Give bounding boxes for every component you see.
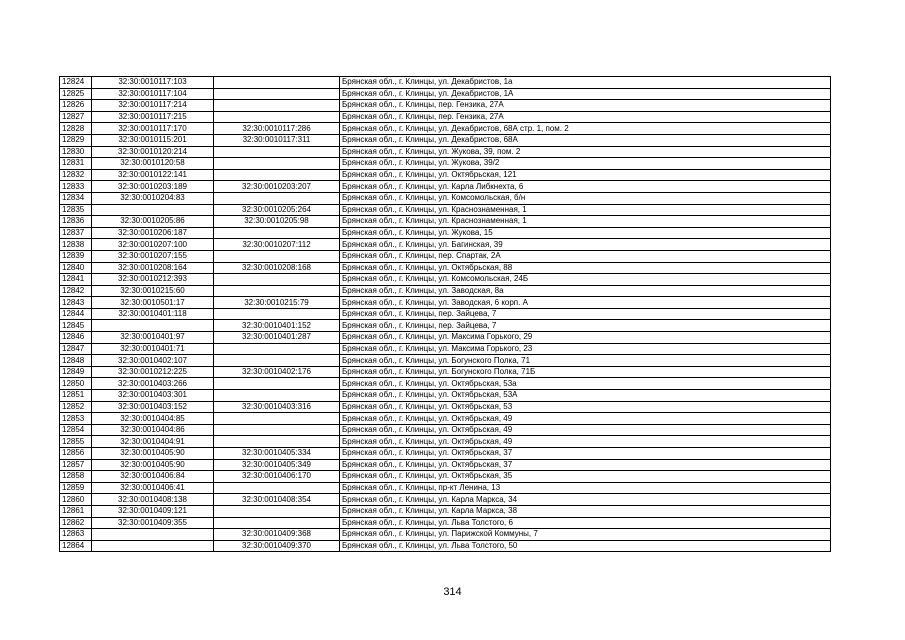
table-row	[60, 308, 831, 320]
address-cell: Брянская обл., г. Клинцы, ул. Парижской Коммуны, 7	[340, 529, 831, 541]
record-number-cell: 12853	[60, 413, 92, 425]
table-row	[60, 192, 831, 204]
table-row	[60, 77, 831, 89]
record-number-cell: 12824	[60, 77, 92, 89]
table-row	[60, 343, 831, 355]
address-cell: Брянская обл., г. Клинцы, ул. Октябрьская, 53а	[340, 378, 831, 390]
related-cadastral-number-cell	[214, 227, 340, 239]
table-row	[60, 146, 831, 158]
related-cadastral-number-cell	[214, 436, 340, 448]
cadastral-number-cell: 32:30:0010401:71	[92, 343, 214, 355]
record-number-cell: 12832	[60, 169, 92, 181]
record-number-cell: 12846	[60, 332, 92, 344]
related-cadastral-number-cell: 32:30:0010403:316	[214, 401, 340, 413]
related-cadastral-number-cell	[214, 285, 340, 297]
related-cadastral-number-cell	[214, 390, 340, 402]
address-cell: Брянская обл., г. Клинцы, ул. Богунского Полка, 71Б	[340, 366, 831, 378]
related-cadastral-number-cell	[214, 378, 340, 390]
related-cadastral-number-cell: 32:30:0010401:287	[214, 332, 340, 344]
address-cell: Брянская обл., г. Клинцы, ул. Октябрьская, 53А	[340, 390, 831, 402]
cadastral-number-cell: 32:30:0010117:214	[92, 100, 214, 112]
record-number-cell: 12827	[60, 111, 92, 123]
table-row	[60, 262, 831, 274]
record-number-cell: 12826	[60, 100, 92, 112]
cadastral-number-cell: 32:30:0010409:355	[92, 517, 214, 529]
table-row	[60, 540, 831, 552]
address-cell: Брянская обл., г. Клинцы, ул. Декабристов, 68А	[340, 134, 831, 146]
address-cell: Брянская обл., г. Клинцы, ул. Максима Горького, 23	[340, 343, 831, 355]
related-cadastral-number-cell: 32:30:0010406:170	[214, 471, 340, 483]
cadastral-number-cell: 32:30:0010205:86	[92, 216, 214, 228]
related-cadastral-number-cell	[214, 88, 340, 100]
related-cadastral-number-cell: 32:30:0010203:207	[214, 181, 340, 193]
cadastral-number-cell: 32:30:0010403:301	[92, 390, 214, 402]
record-number-cell: 12852	[60, 401, 92, 413]
related-cadastral-number-cell	[214, 192, 340, 204]
cadastral-number-cell	[92, 204, 214, 216]
record-number-cell: 12834	[60, 192, 92, 204]
related-cadastral-number-cell: 32:30:0010409:368	[214, 529, 340, 541]
registry-table	[59, 76, 831, 552]
table-row	[60, 285, 831, 297]
address-cell: Брянская обл., г. Клинцы, ул. Комсомольская, б/н	[340, 192, 831, 204]
cadastral-number-cell: 32:30:0010203:189	[92, 181, 214, 193]
cadastral-number-cell: 32:30:0010406:84	[92, 471, 214, 483]
table-row	[60, 332, 831, 344]
record-number-cell: 12838	[60, 239, 92, 251]
address-cell: Брянская обл., г. Клинцы, пер. Гензика, 27А	[340, 100, 831, 112]
address-cell: Брянская обл., г. Клинцы, ул. Карла Маркса, 38	[340, 505, 831, 517]
table-row	[60, 181, 831, 193]
related-cadastral-number-cell: 32:30:0010402:176	[214, 366, 340, 378]
cadastral-number-cell: 32:30:0010404:86	[92, 424, 214, 436]
cadastral-number-cell: 32:30:0010401:97	[92, 332, 214, 344]
address-cell: Брянская обл., г. Клинцы, ул. Жукова, 39, пом. 2	[340, 146, 831, 158]
record-number-cell: 12847	[60, 343, 92, 355]
cadastral-number-cell: 32:30:0010405:90	[92, 448, 214, 460]
table-row	[60, 274, 831, 286]
record-number-cell: 12829	[60, 134, 92, 146]
table-row	[60, 413, 831, 425]
related-cadastral-number-cell	[214, 250, 340, 262]
cadastral-number-cell: 32:30:0010406:41	[92, 482, 214, 494]
cadastral-number-cell: 32:30:0010117:103	[92, 77, 214, 89]
cadastral-number-cell	[92, 540, 214, 552]
cadastral-number-cell: 32:30:0010404:91	[92, 436, 214, 448]
address-cell: Брянская обл., г. Клинцы, ул. Жукова, 15	[340, 227, 831, 239]
record-number-cell: 12856	[60, 448, 92, 460]
table-row	[60, 88, 831, 100]
related-cadastral-number-cell	[214, 505, 340, 517]
record-number-cell: 12825	[60, 88, 92, 100]
address-cell: Брянская обл., г. Клинцы, ул. Заводская, 8а	[340, 285, 831, 297]
table-row	[60, 436, 831, 448]
related-cadastral-number-cell	[214, 308, 340, 320]
address-cell: Брянская обл., г. Клинцы, ул. Карла Либкнехта, 6	[340, 181, 831, 193]
table-row	[60, 390, 831, 402]
table-row	[60, 239, 831, 251]
record-number-cell: 12840	[60, 262, 92, 274]
cadastral-number-cell: 32:30:0010120:214	[92, 146, 214, 158]
address-cell: Брянская обл., г. Клинцы, ул. Заводская, 6 корп. А	[340, 297, 831, 309]
related-cadastral-number-cell	[214, 158, 340, 170]
address-cell: Брянская обл., г. Клинцы, ул. Декабристов, 1а	[340, 77, 831, 89]
cadastral-number-cell: 32:30:0010403:266	[92, 378, 214, 390]
table-row	[60, 204, 831, 216]
registry-table-body	[60, 77, 831, 552]
related-cadastral-number-cell: 32:30:0010405:349	[214, 459, 340, 471]
address-cell: Брянская обл., г. Клинцы, ул. Октябрьская, 53	[340, 401, 831, 413]
table-row	[60, 158, 831, 170]
record-number-cell: 12828	[60, 123, 92, 135]
address-cell: Брянская обл., г. Клинцы, пер. Гензика, 27А	[340, 111, 831, 123]
table-row	[60, 250, 831, 262]
address-cell: Брянская обл., г. Клинцы, ул. Льва Толстого, 6	[340, 517, 831, 529]
cadastral-number-cell: 32:30:0010204:83	[92, 192, 214, 204]
related-cadastral-number-cell	[214, 146, 340, 158]
record-number-cell: 12855	[60, 436, 92, 448]
cadastral-number-cell: 32:30:0010402:107	[92, 355, 214, 367]
related-cadastral-number-cell	[214, 111, 340, 123]
address-cell: Брянская обл., г. Клинцы, пер. Зайцева, 7	[340, 320, 831, 332]
address-cell: Брянская обл., г. Клинцы, ул. Льва Толстого, 50	[340, 540, 831, 552]
address-cell: Брянская обл., г. Клинцы, ул. Карла Маркса, 34	[340, 494, 831, 506]
record-number-cell: 12831	[60, 158, 92, 170]
related-cadastral-number-cell	[214, 100, 340, 112]
related-cadastral-number-cell: 32:30:0010409:370	[214, 540, 340, 552]
cadastral-number-cell: 32:30:0010117:215	[92, 111, 214, 123]
record-number-cell: 12835	[60, 204, 92, 216]
record-number-cell: 12862	[60, 517, 92, 529]
cadastral-number-cell: 32:30:0010122:141	[92, 169, 214, 181]
cadastral-number-cell: 32:30:0010501:17	[92, 297, 214, 309]
record-number-cell: 12861	[60, 505, 92, 517]
table-row	[60, 320, 831, 332]
record-number-cell: 12842	[60, 285, 92, 297]
address-cell: Брянская обл., г. Клинцы, ул. Богунского Полка, 71	[340, 355, 831, 367]
record-number-cell: 12841	[60, 274, 92, 286]
cadastral-number-cell: 32:30:0010117:170	[92, 123, 214, 135]
table-row	[60, 216, 831, 228]
cadastral-number-cell: 32:30:0010206:187	[92, 227, 214, 239]
related-cadastral-number-cell: 32:30:0010401:152	[214, 320, 340, 332]
address-cell: Брянская обл., г. Клинцы, ул. Комсомольская, 24Б	[340, 274, 831, 286]
table-row	[60, 111, 831, 123]
address-cell: Брянская обл., г. Клинцы, ул. Октябрьская, 37	[340, 448, 831, 460]
address-cell: Брянская обл., г. Клинцы, пер. Спартак, 2А	[340, 250, 831, 262]
address-cell: Брянская обл., г. Клинцы, ул. Октябрьская, 37	[340, 459, 831, 471]
related-cadastral-number-cell	[214, 355, 340, 367]
related-cadastral-number-cell	[214, 77, 340, 89]
table-row	[60, 494, 831, 506]
record-number-cell: 12863	[60, 529, 92, 541]
table-row	[60, 529, 831, 541]
related-cadastral-number-cell	[214, 517, 340, 529]
cadastral-number-cell: 32:30:0010408:138	[92, 494, 214, 506]
address-cell: Брянская обл., г. Клинцы, ул. Краснознаменная, 1	[340, 216, 831, 228]
table-row	[60, 100, 831, 112]
cadastral-number-cell: 32:30:0010405:90	[92, 459, 214, 471]
record-number-cell: 12851	[60, 390, 92, 402]
related-cadastral-number-cell: 32:30:0010405:334	[214, 448, 340, 460]
table-row	[60, 134, 831, 146]
address-cell: Брянская обл., г. Клинцы, ул. Октябрьская, 88	[340, 262, 831, 274]
record-number-cell: 12860	[60, 494, 92, 506]
table-row	[60, 471, 831, 483]
address-cell: Брянская обл., г. Клинцы, пер. Зайцева, 7	[340, 308, 831, 320]
record-number-cell: 12848	[60, 355, 92, 367]
record-number-cell: 12858	[60, 471, 92, 483]
table-row	[60, 482, 831, 494]
address-cell: Брянская обл., г. Клинцы, ул. Максима Горького, 29	[340, 332, 831, 344]
cadastral-number-cell: 32:30:0010401:118	[92, 308, 214, 320]
related-cadastral-number-cell: 32:30:0010408:354	[214, 494, 340, 506]
record-number-cell: 12839	[60, 250, 92, 262]
table-row	[60, 378, 831, 390]
record-number-cell: 12850	[60, 378, 92, 390]
related-cadastral-number-cell: 32:30:0010205:264	[214, 204, 340, 216]
address-cell: Брянская обл., г. Клинцы, ул. Краснознаменная, 1	[340, 204, 831, 216]
table-row	[60, 448, 831, 460]
related-cadastral-number-cell	[214, 169, 340, 181]
page-number: 314	[443, 586, 462, 598]
record-number-cell: 12864	[60, 540, 92, 552]
cadastral-number-cell: 32:30:0010404:85	[92, 413, 214, 425]
table-row	[60, 401, 831, 413]
address-cell: Брянская обл., г. Клинцы, ул. Октябрьская, 35	[340, 471, 831, 483]
cadastral-number-cell: 32:30:0010208:164	[92, 262, 214, 274]
table-row	[60, 459, 831, 471]
table-row	[60, 123, 831, 135]
record-number-cell: 12837	[60, 227, 92, 239]
related-cadastral-number-cell	[214, 482, 340, 494]
cadastral-number-cell: 32:30:0010120:58	[92, 158, 214, 170]
record-number-cell: 12836	[60, 216, 92, 228]
address-cell: Брянская обл., г. Клинцы, ул. Октябрьская, 49	[340, 424, 831, 436]
address-cell: Брянская обл., г. Клинцы, ул. Декабристов, 1А	[340, 88, 831, 100]
address-cell: Брянская обл., г. Клинцы, ул. Октябрьская, 121	[340, 169, 831, 181]
cadastral-number-cell: 32:30:0010115:201	[92, 134, 214, 146]
address-cell: Брянская обл., г. Клинцы, пр-кт Ленина, 13	[340, 482, 831, 494]
cadastral-number-cell: 32:30:0010403:152	[92, 401, 214, 413]
address-cell: Брянская обл., г. Клинцы, ул. Декабристов, 68А стр. 1, пом. 2	[340, 123, 831, 135]
address-cell: Брянская обл., г. Клинцы, ул. Багинская, 39	[340, 239, 831, 251]
related-cadastral-number-cell	[214, 413, 340, 425]
address-cell: Брянская обл., г. Клинцы, ул. Октябрьская, 49	[340, 436, 831, 448]
record-number-cell: 12854	[60, 424, 92, 436]
related-cadastral-number-cell: 32:30:0010215:79	[214, 297, 340, 309]
cadastral-number-cell: 32:30:0010117:104	[92, 88, 214, 100]
cadastral-number-cell: 32:30:0010212:225	[92, 366, 214, 378]
table-row	[60, 424, 831, 436]
record-number-cell: 12857	[60, 459, 92, 471]
related-cadastral-number-cell: 32:30:0010117:311	[214, 134, 340, 146]
related-cadastral-number-cell: 32:30:0010208:168	[214, 262, 340, 274]
cadastral-number-cell	[92, 320, 214, 332]
table-row	[60, 169, 831, 181]
table-row	[60, 297, 831, 309]
record-number-cell: 12843	[60, 297, 92, 309]
cadastral-number-cell: 32:30:0010207:155	[92, 250, 214, 262]
related-cadastral-number-cell	[214, 424, 340, 436]
address-cell: Брянская обл., г. Клинцы, ул. Октябрьская, 49	[340, 413, 831, 425]
record-number-cell: 12845	[60, 320, 92, 332]
cadastral-number-cell: 32:30:0010215:60	[92, 285, 214, 297]
related-cadastral-number-cell: 32:30:0010207:112	[214, 239, 340, 251]
related-cadastral-number-cell	[214, 274, 340, 286]
record-number-cell: 12833	[60, 181, 92, 193]
cadastral-number-cell: 32:30:0010212:393	[92, 274, 214, 286]
cadastral-number-cell: 32:30:0010409:121	[92, 505, 214, 517]
cadastral-number-cell	[92, 529, 214, 541]
record-number-cell: 12844	[60, 308, 92, 320]
table-row	[60, 505, 831, 517]
cadastral-number-cell: 32:30:0010207:100	[92, 239, 214, 251]
table-row	[60, 366, 831, 378]
record-number-cell: 12830	[60, 146, 92, 158]
table-row	[60, 355, 831, 367]
record-number-cell: 12859	[60, 482, 92, 494]
table-row	[60, 517, 831, 529]
related-cadastral-number-cell: 32:30:0010205:98	[214, 216, 340, 228]
record-number-cell: 12849	[60, 366, 92, 378]
address-cell: Брянская обл., г. Клинцы, ул. Жукова, 39/2	[340, 158, 831, 170]
related-cadastral-number-cell	[214, 343, 340, 355]
table-row	[60, 227, 831, 239]
related-cadastral-number-cell: 32:30:0010117:286	[214, 123, 340, 135]
